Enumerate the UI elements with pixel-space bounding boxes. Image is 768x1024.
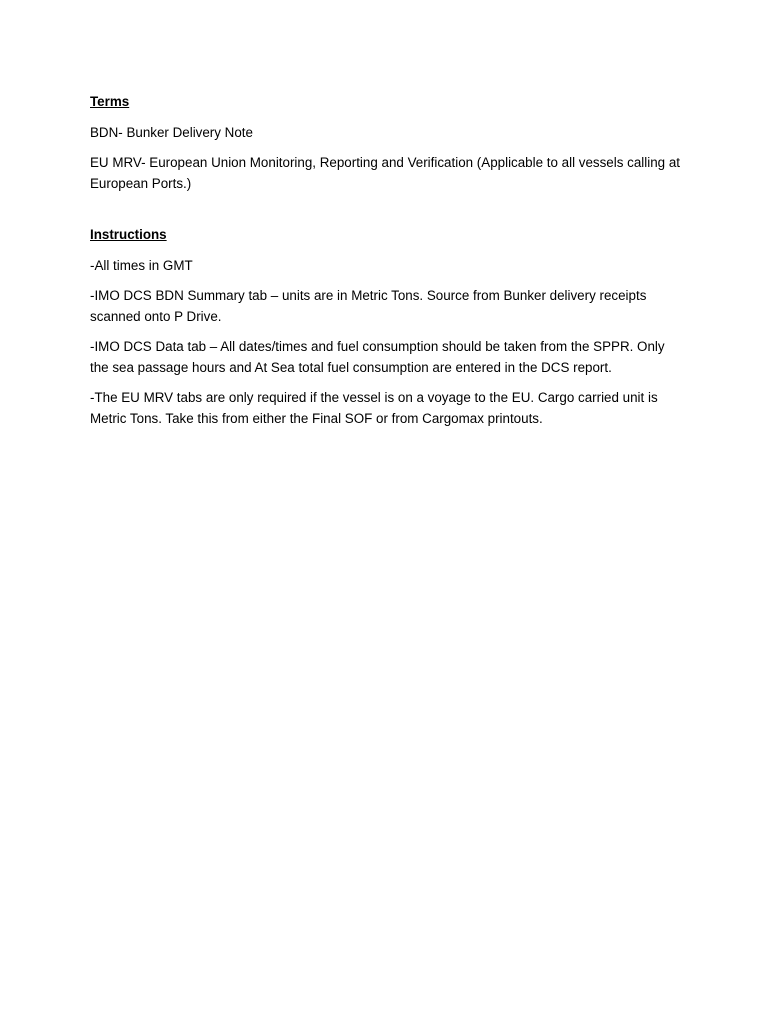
- instructions-heading: Instructions: [90, 227, 167, 242]
- term-eu-mrv: EU MRV- European Union Monitoring, Reporting and Verification (Applicable to all vessels calling at European Ports.): [90, 155, 680, 191]
- instruction-dcs-data: -IMO DCS Data tab – All dates/times and fuel consumption should be taken from the SPPR. Only the sea passage hours and At Sea total fuel consumption are entered in the DCS report.: [90, 339, 665, 375]
- document-body: [90, 92, 682, 439]
- section-spacer: [90, 204, 682, 225]
- instruction-times: -All times in GMT: [90, 257, 193, 273]
- term-bdn: BDN- Bunker Delivery Note: [90, 124, 253, 140]
- terms-heading: Terms: [90, 94, 130, 109]
- instruction-eu-mrv: -The EU MRV tabs are only required if the vessel is on a voyage to the EU. Cargo carried unit is Metric Tons. Take this from either the Final SOF or from Cargomax printouts.: [90, 390, 658, 426]
- instruction-bdn-summary: -IMO DCS BDN Summary tab – units are in Metric Tons. Source from Bunker delivery receipts scanned onto P Drive.: [90, 288, 647, 324]
